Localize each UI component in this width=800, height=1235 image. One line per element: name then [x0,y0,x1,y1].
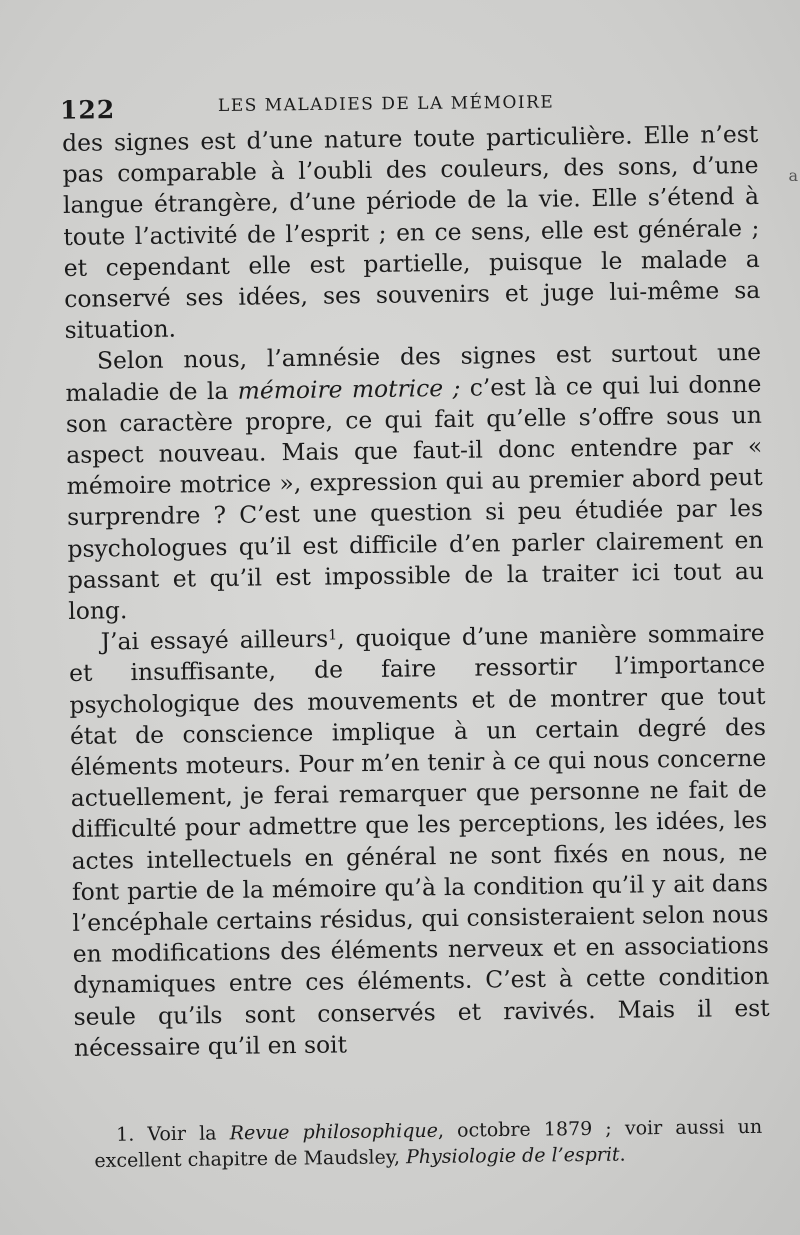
running-title: LES MALADIES DE LA MÉMOIRE [217,92,555,117]
emphasis-memoire-motrice: mémoire motrice ; [237,373,461,405]
book-title: Physiologie de l’esprit [405,1143,620,1169]
paragraph-3-text-start: J’ai essayé ailleurs [100,624,329,656]
paragraph-1: des signes est d’une nature toute particulière. Elle n’est pas comparable à l’oubli des couleurs, des sons, d’une langue étrangère, d’une période de la vie. Elle s’étend à toute l’activité de l’esprit ; en ce sens, elle est générale ; et cependant elle est partielle, puisque le malade a conservé ses idées, ses souvenirs et juge lui-même sa situation. [62,119,761,345]
footnote-text-middle: , octobre 1879 ; voir aussi un excellent chapitre de Maudsley, [94,1115,763,1172]
edge-mark: a [788,166,798,185]
paragraph-2 [65,337,765,627]
body-text [62,119,770,1064]
journal-title: Revue philosophique [229,1119,439,1145]
footnote-text-start: Voir la [134,1122,230,1146]
paragraph-3-text-end: , quoique d’une manière sommaire et insuffisante, de faire ressortir l’importance psychologique des mouvements et de montrer que tout état de conscience implique à un certain degré des éléments moteurs. Pour m’en tenir à ce qui nous concerne actuellement, je ferai remarquer que personne ne fait de difficulté pour admettre que les perceptions, les idées, les actes intellectuels en général ne sont fixés en nous, ne font partie de la mémoire qu’à la condition qu’il y ait dans l’encéphale certains résidus, qui consisteraient selon nous en modifications des éléments nerveux et en associations dynamiques entre ces éléments. C’est à cette condition seule qu’ils sont conservés et ravivés. Mais il est nécessaire qu’il en soit [68,619,770,1062]
paragraph-3 [69,618,771,1064]
page-number: 122 [59,95,116,125]
paragraph-2-text-end: c’est là ce qui lui donne son caractère propre, ce qui fait qu’elle s’offre sous un aspect nouveau. Mais que faut-il donc entendre par « mémoire motrice », expression qui au premier abord peut surprendre ? C’est une question si peu étudiée par les psychologues qu’il est difficile d’en parler clairement en passant et qu’il est impossible de la traiter ici tout au long. [65,369,765,626]
paragraph-2-text-start: Selon nous, l’amnésie des signes est surtout une maladie de la [65,338,762,407]
footnote-text-end: . [619,1143,626,1166]
footnote-text [94,1114,763,1174]
footnote-number: 1. [116,1123,135,1146]
footnote [94,1114,763,1174]
footnote-reference: 1 [328,627,338,644]
